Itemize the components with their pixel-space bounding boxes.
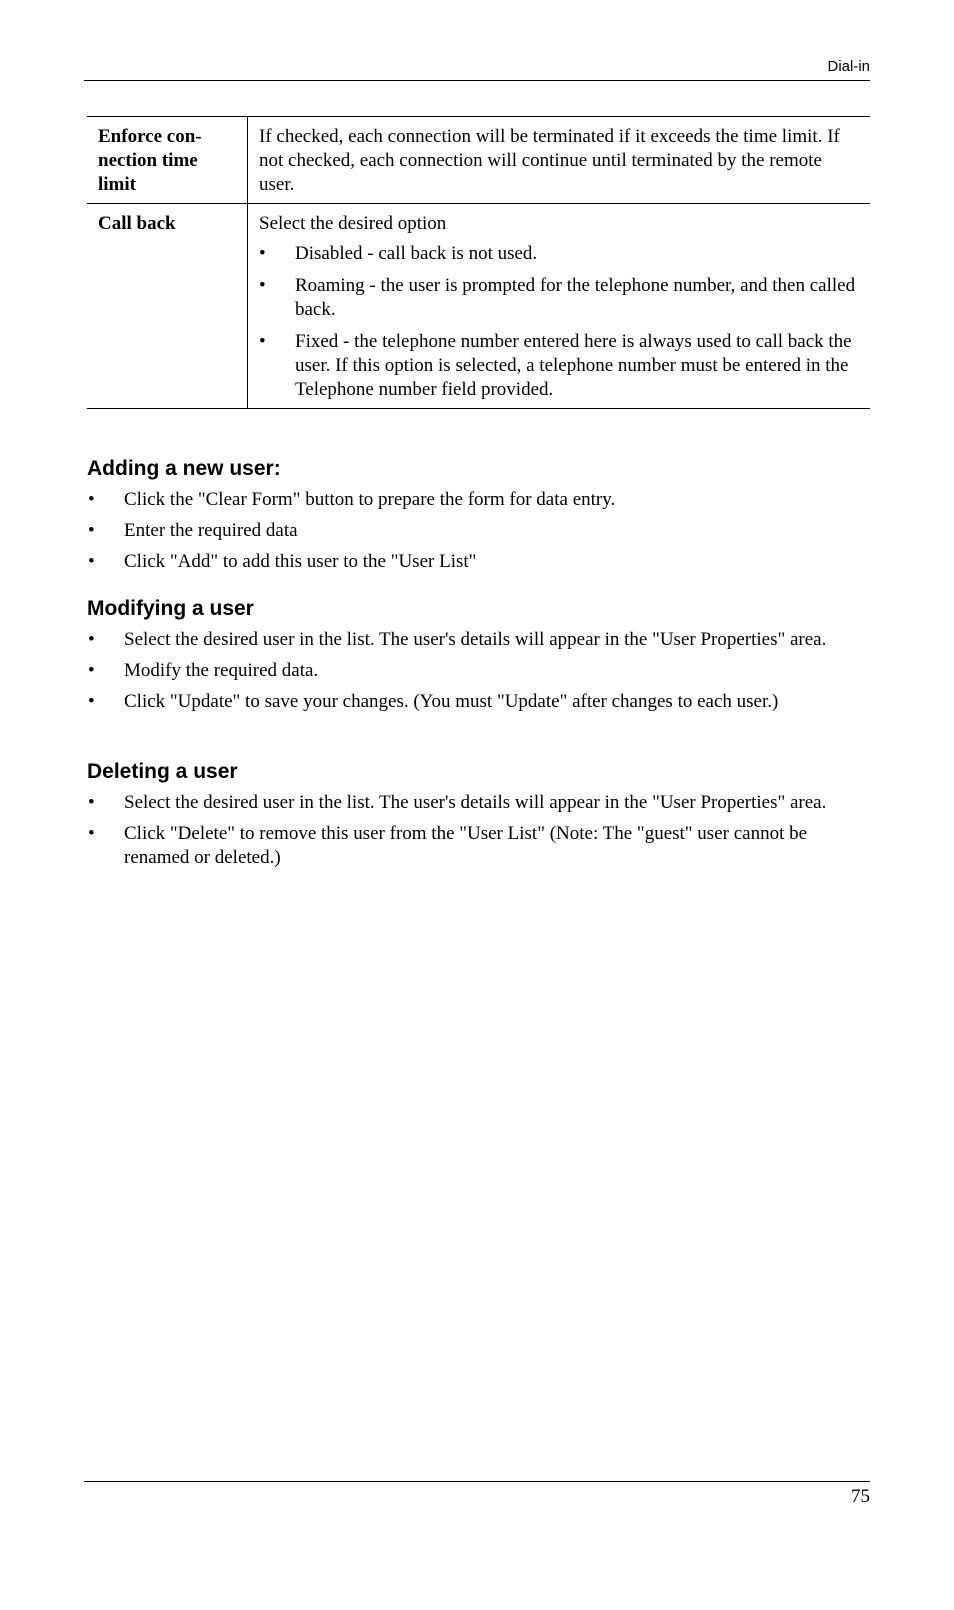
list-item bbox=[87, 690, 870, 714]
list-item bbox=[259, 274, 859, 322]
description-text: If checked, each connection will be terminated if it exceeds the time limit. If not checked, each connection will continue until terminated by the remote user. bbox=[259, 126, 840, 195]
bullet-icon: • bbox=[259, 331, 266, 352]
list-item-text: Fixed - the telephone number entered here is always used to call back the user. If this option is selected, a telephone number must be entered in the Telephone number field provided. bbox=[295, 331, 852, 400]
list-item bbox=[87, 550, 870, 574]
list-item-text: Click "Delete" to remove this user from the "User List" (Note: The "guest" user cannot be renamed or deleted.) bbox=[124, 823, 808, 868]
list-item-text: Select the desired user in the list. The user's details will appear in the "User Properties" area. bbox=[124, 629, 827, 650]
bullet-icon: • bbox=[88, 551, 95, 572]
header-divider bbox=[84, 80, 870, 81]
steps-list bbox=[87, 488, 870, 574]
list-item bbox=[87, 791, 870, 815]
list-item-text: Enter the required data bbox=[124, 520, 298, 541]
footer-divider bbox=[84, 1481, 870, 1482]
bullet-icon: • bbox=[88, 489, 95, 510]
steps-list bbox=[87, 791, 870, 870]
list-item bbox=[87, 628, 870, 652]
list-item bbox=[87, 519, 870, 543]
list-item bbox=[87, 488, 870, 512]
list-item bbox=[87, 659, 870, 683]
page-number: 75 bbox=[851, 1486, 870, 1507]
callback-options-list bbox=[259, 242, 859, 402]
description-cell bbox=[248, 204, 871, 409]
list-item-text: Click "Update" to save your changes. (You must "Update" after changes to each user.) bbox=[124, 691, 779, 712]
table-row bbox=[87, 117, 870, 204]
section-heading: Deleting a user bbox=[87, 760, 238, 783]
bullet-icon: • bbox=[88, 520, 95, 541]
bullet-icon: • bbox=[259, 243, 266, 264]
list-item-text: Disabled - call back is not used. bbox=[295, 243, 538, 264]
list-item-text: Click the "Clear Form" button to prepare the form for data entry. bbox=[124, 489, 616, 510]
bullet-icon: • bbox=[88, 792, 95, 813]
bullet-icon: • bbox=[88, 629, 95, 650]
list-item bbox=[259, 330, 859, 402]
description-text: Select the desired option bbox=[259, 213, 447, 234]
bullet-icon: • bbox=[88, 660, 95, 681]
description-cell bbox=[248, 117, 871, 204]
section-heading: Adding a new user: bbox=[87, 457, 281, 480]
running-header: Dial-in bbox=[827, 58, 870, 75]
list-item bbox=[259, 242, 859, 266]
bullet-icon: • bbox=[88, 691, 95, 712]
steps-list bbox=[87, 628, 870, 714]
term-call-back: Call back bbox=[87, 204, 248, 409]
section-adding-user bbox=[87, 456, 870, 581]
list-item bbox=[87, 822, 870, 870]
parameter-table bbox=[87, 116, 870, 409]
list-item-text: Click "Add" to add this user to the "User List" bbox=[124, 551, 477, 572]
list-item-text: Roaming - the user is prompted for the telephone number, and then called back. bbox=[295, 275, 856, 320]
bullet-icon: • bbox=[88, 823, 95, 844]
list-item-text: Select the desired user in the list. The user's details will appear in the "User Properties" area. bbox=[124, 792, 827, 813]
section-heading: Modifying a user bbox=[87, 597, 254, 620]
bullet-icon: • bbox=[259, 275, 266, 296]
section-deleting-user bbox=[87, 759, 870, 877]
table-row bbox=[87, 204, 870, 409]
list-item-text: Modify the required data. bbox=[124, 660, 319, 681]
section-modifying-user bbox=[87, 596, 870, 721]
term-enforce-connection-time-limit: Enforce con-nection time limit bbox=[87, 117, 248, 204]
